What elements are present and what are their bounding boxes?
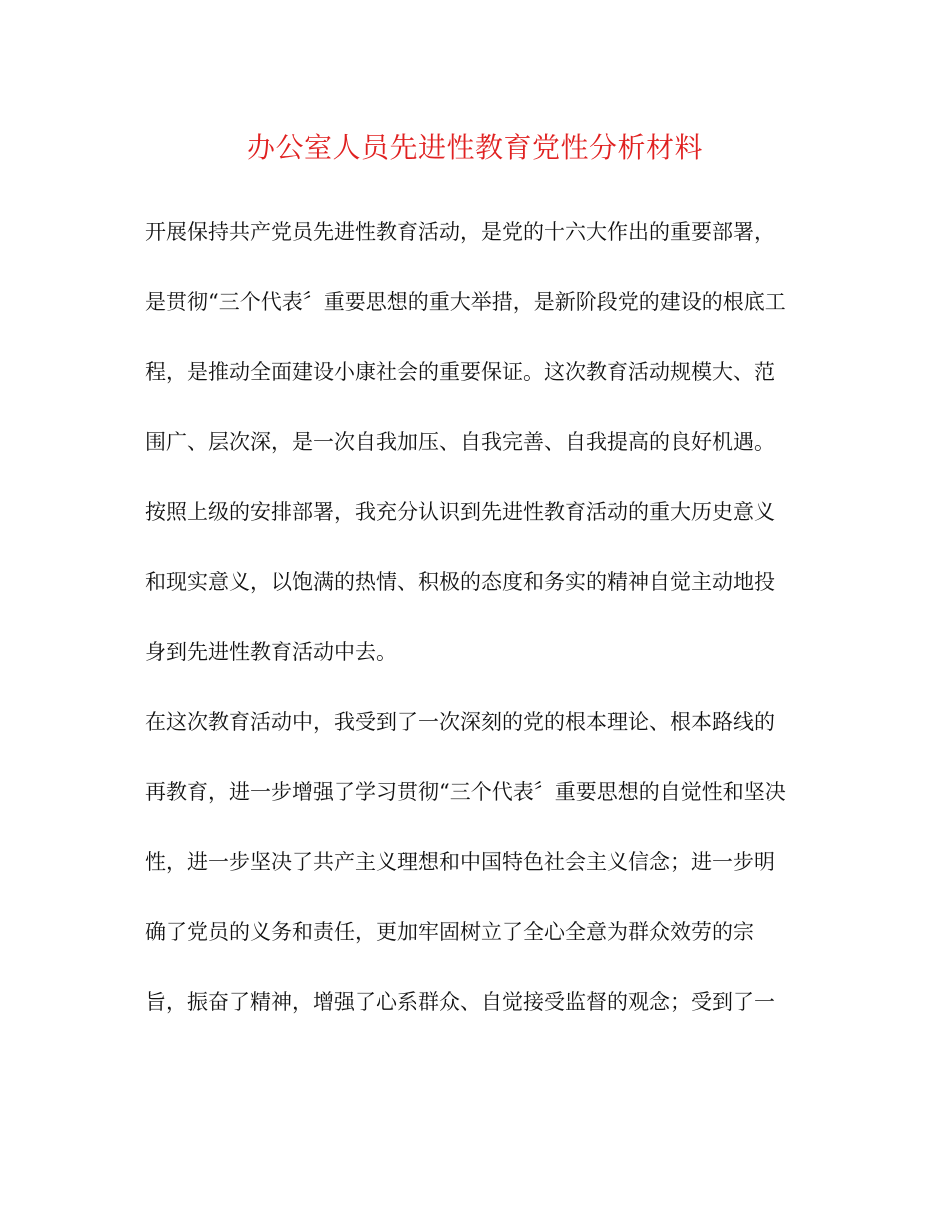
text-line: 是贯彻“三个代表〞重要思想的重大举措，是新阶段党的建设的根底工 xyxy=(145,290,786,314)
text-line: 确了党员的义务和责任，更加牢固树立了全心全意为群众效劳的宗 xyxy=(145,920,754,944)
text-line: 和现实意义，以饱满的热情、积极的态度和务实的精神自觉主动地投 xyxy=(145,570,775,594)
text-line: 再教育，进一步增强了学习贯彻“三个代表〞重要思想的自觉性和坚决 xyxy=(145,780,786,804)
text-line: 围广、层次深，是一次自我加压、自我完善、自我提高的良好机遇。 xyxy=(145,430,775,454)
document-title: 办公室人员先进性教育党性分析材料 xyxy=(246,131,703,164)
document-body xyxy=(145,210,825,1050)
text-line: 身到先进性教育活动中去。 xyxy=(145,640,397,664)
text-line: 程，是推动全面建设小康社会的重要保证。这次教育活动规模大、范 xyxy=(145,360,775,384)
text-line: 旨，振奋了精神，增强了心系群众、自觉接受监督的观念；受到了一 xyxy=(145,990,775,1014)
text-line: 性，进一步坚决了共产主义理想和中国特色社会主义信念；进一步明 xyxy=(145,850,775,874)
text-line: 开展保持共产党员先进性教育活动，是党的十六大作出的重要部署， xyxy=(145,220,775,244)
text-line: 按照上级的安排部署，我充分认识到先进性教育活动的重大历史意义 xyxy=(145,500,775,524)
text-line: 在这次教育活动中，我受到了一次深刻的党的根本理论、根本路线的 xyxy=(145,710,775,734)
